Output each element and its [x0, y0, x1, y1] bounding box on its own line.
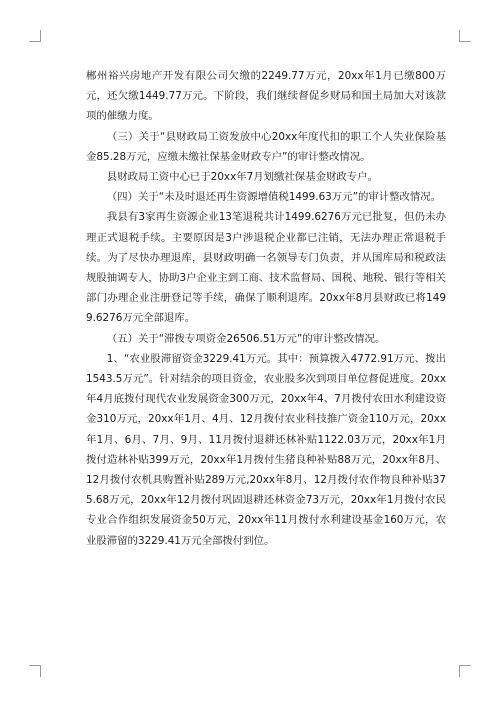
document-page	[86, 66, 446, 551]
paragraph-section-5-heading: （五）关于“滞拨专项资金26506.51万元”的审计整改情况。	[106, 332, 386, 345]
paragraph-section-4-heading: （四）关于“未及时退还再生资源增值税1499.63万元”的审计整改情况。	[106, 191, 442, 204]
paragraph-section-3-heading: （三）关于“县财政局工资发放中心20xx年度代扣的职工个人失业保险基金85.28万元，应缴未缴社保基金财政专户”的审计整改情况。	[86, 130, 446, 163]
paragraph-section-4-body: 我县有3家再生资源企业13笔退税共计1499.6276万元已批复，但仍未办理正式退税手续。主要原因是3户涉退税企业都已注销，无法办理正常退税手续。为了尽快办理退库，县财政明确一名领导专门负责，并从国库局和税政法规股抽调专人，协助3户企业主到工商、技术监督局、国税、地税、银行等相关部门办理企业注册登记等手续，确保了顺利退库。20xx年8月县财政已将1499.6276万元全部退库。	[86, 211, 446, 325]
paragraph-section-3-body: 县财政局工资中心已于20xx年7月划缴社保基金财政专户。	[106, 171, 378, 184]
crop-mark-bottom-left	[29, 665, 41, 677]
crop-mark-bottom-right	[459, 665, 471, 677]
crop-mark-top-left	[29, 30, 41, 42]
paragraph-overdue-payment: 郴州裕兴房地产开发有限公司欠缴的2249.77万元，20xx年1月已缴800万元，还欠缴1449.77万元。下阶段，我们继续督促乡财局和国土局加大对该款项的催缴力度。	[86, 70, 446, 123]
crop-mark-top-right	[459, 30, 471, 42]
paragraph-section-5-item-1: 1、“农业股滞留资金3229.41万元。其中：预算拨入4772.91万元、拨出1543.5万元”。针对结余的项目资金，农业股多次到项目单位督促进度。20xx年4月底拨付现代农业发展资金300万元，20xx年4、7月拨付农田水利建设资金310万元，20xx年1月、4月、12月拨付农业科技推广资金110万元，20xx年1月、6月、7月、9月、11月拨付退耕还林补贴1122.03万元，20xx年1月拨付造林补贴399万元，20xx年1月拨付生猪良种补贴88万元，20xx年8月、12月拨付农机具购置补贴289万元,20xx年8月、12月拨付农作物良种补贴375.68万元，20xx年12月拨付巩固退耕还林资金73万元，20xx年1月拨付农民专业合作组织发展资金50万元，20xx年11月拨付水利建设基金160万元，农业股滞留的3229.41万元全部拨付到位。	[86, 352, 446, 547]
